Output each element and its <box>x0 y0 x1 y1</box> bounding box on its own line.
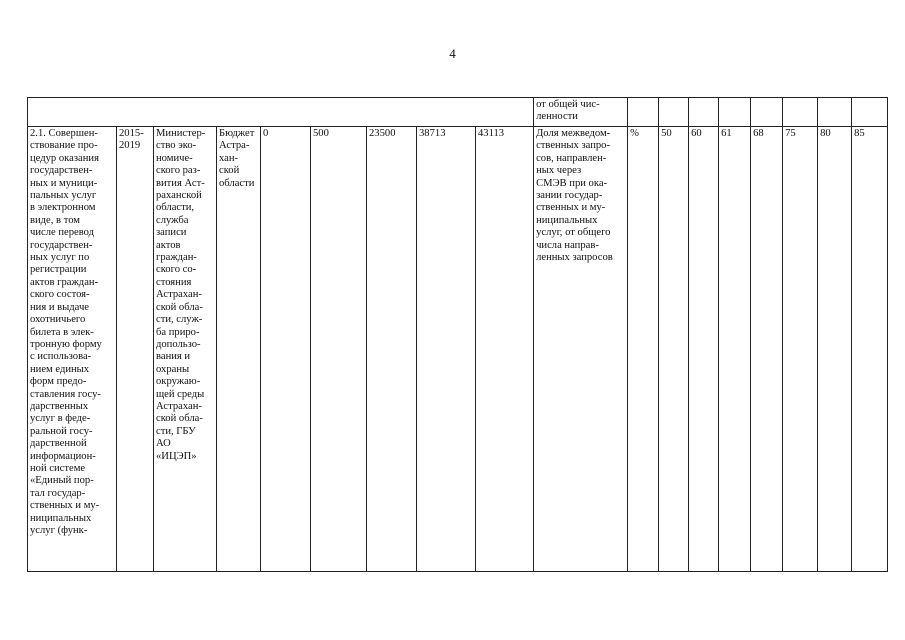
executor-cell: Министер- ство эко- номиче- ского раз- вития Аст- раханской области, служба записи актов граждан- ского со- стояния Астрахан- ской обла- сти, служ- ба приро- допользо- вания и охраны окружаю- щей среды Астрахан- ской обла- сти, ГБУ АО «ИЦЭП» <box>154 127 217 572</box>
continuation-target-cell <box>659 98 689 127</box>
table-row <box>28 127 888 572</box>
target-value-cell: 85 <box>852 127 888 572</box>
indicator-cell: Доля межведом- ственных запро- сов, направлен- ных через СМЭВ при ока- зании государ- ственных и му- ниципальных услуг, от общего числа направ- ленных запросов <box>534 127 628 572</box>
funding-cell: 43113 <box>476 127 534 572</box>
continuation-target-cell <box>818 98 852 127</box>
continuation-target-cell <box>852 98 888 127</box>
continuation-row <box>28 98 888 127</box>
period-cell: 2015- 2019 <box>117 127 154 572</box>
target-value-cell: 75 <box>783 127 818 572</box>
continuation-target-cell <box>719 98 751 127</box>
continuation-target-cell <box>689 98 719 127</box>
unit-cell: % <box>628 127 659 572</box>
funding-cell: 0 <box>261 127 311 572</box>
continuation-target-cell <box>751 98 783 127</box>
target-value-cell: 80 <box>818 127 852 572</box>
target-value-cell: 50 <box>659 127 689 572</box>
continuation-empty-cell <box>28 98 534 127</box>
funding-source-cell: Бюджет Астра- хан- ской области <box>217 127 261 572</box>
continuation-unit-cell <box>628 98 659 127</box>
measure-name-cell: 2.1. Совершен- ствование про- цедур оказания государствен- ных и муници- пальных услуг в электронном виде, в том числе перевод государствен- ных услуг по регистрации актов граждан- ского состоя- ния и выдаче охотничьего билета в элек- тронную форму с использова- нием единых форм предо- ставления госу- дарственных услуг в феде- ральной госу- дарственной информацион- ной системе «Единый пор- тал государ- ственных и му- ниципальных услуг (функ- <box>28 127 117 572</box>
page-number: 4 <box>449 46 456 61</box>
funding-cell: 23500 <box>367 127 417 572</box>
program-table <box>27 97 888 572</box>
funding-cell: 38713 <box>417 127 476 572</box>
target-value-cell: 60 <box>689 127 719 572</box>
funding-cell: 500 <box>311 127 367 572</box>
target-value-cell: 61 <box>719 127 751 572</box>
continuation-indicator-cell: от общей чис- ленности <box>534 98 628 127</box>
target-value-cell: 68 <box>751 127 783 572</box>
continuation-target-cell <box>783 98 818 127</box>
